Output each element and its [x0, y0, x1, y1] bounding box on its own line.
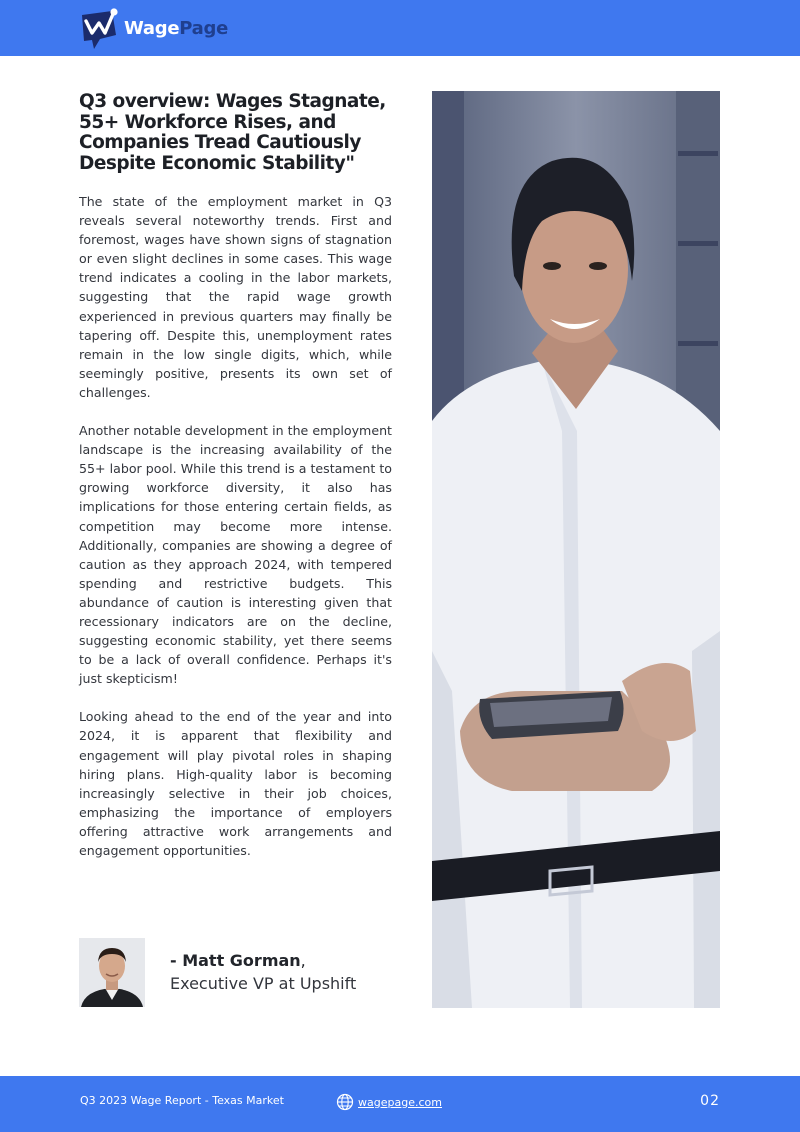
wagepage-logo-icon — [80, 5, 120, 51]
author-name-text: - Matt Gorman — [170, 951, 301, 970]
page-number: 02 — [700, 1093, 720, 1109]
page-header — [0, 0, 800, 56]
report-label: Q3 2023 Wage Report - Texas Market — [80, 1094, 284, 1107]
author-role: Executive VP at Upshift — [170, 974, 357, 993]
website-link-text[interactable]: wagepage.com — [358, 1095, 442, 1109]
globe-icon — [336, 1093, 354, 1111]
brand-name — [124, 18, 228, 39]
article-paragraph-3: Looking ahead to the end of the year and into 2024, it is apparent that flexibility and engagement will play pivotal roles in shaping hiring plans. High-quality labor is becoming increasingly selective in their job choices, emphasizing the importance of employers offering attractive work arrangements and engagement opportunities. — [79, 709, 392, 858]
author-name — [170, 950, 306, 972]
page-footer — [0, 1076, 800, 1132]
website-link[interactable] — [336, 1093, 442, 1111]
author-name-suffix: , — [300, 951, 306, 970]
hero-photo — [432, 91, 720, 1008]
brand-name-part2: Page — [179, 17, 229, 39]
brand-name-part1: Wage — [124, 17, 180, 39]
article-body — [79, 192, 392, 879]
article-title: Q3 overview: Wages Stagnate, 55+ Workforce Rises, and Companies Tread Cautiously Despite Economic Stability" — [79, 91, 386, 174]
article-paragraph-1: The state of the employment market in Q3 reveals several noteworthy trends. First and foremost, wages have shown signs of stagnation or even slight declines in some cases. This wage trend indicates a cooling in the labor markets, suggesting that the rapid wage growth experienced in previous quarters may finally be tapering off. Despite this, unemployment rates remain in the low single digits, which, while seemingly positive, presents its own set of challenges. — [79, 194, 392, 400]
author-photo — [79, 938, 145, 1007]
article-paragraph-2: Another notable development in the employment landscape is the increasing availability of the 55+ labor pool. While this trend is a testament to growing workforce diversity, it also has implications for those entering certain fields, as competition may become more intense. Additionally, companies are showing a degree of caution as they approach 2024, with tempered spending and restrictive budgets. This abundance of caution is interesting given that recessionary indicators are on the decline, suggesting economic stability, yet there seems to be a lack of overall confidence. Perhaps it's just skepticism! — [79, 423, 392, 687]
wagepage-logo[interactable] — [80, 5, 228, 51]
